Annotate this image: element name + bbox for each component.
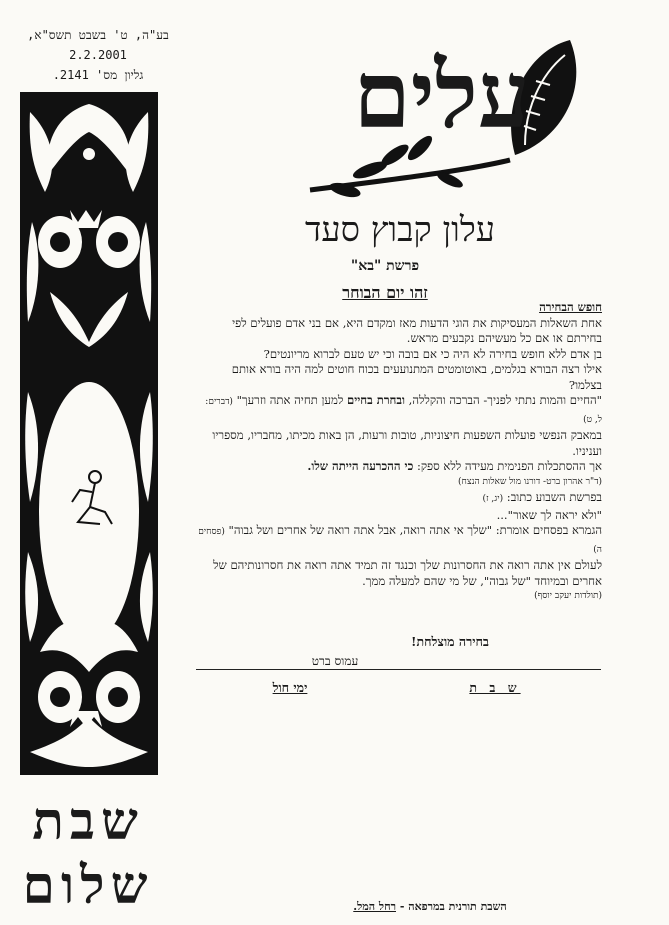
paragraph: "ולא יראה לך שאור"...: [496, 507, 602, 522]
paragraph-text: אך ההסתכלות הפנימית מעידה ללא ספק:: [416, 459, 602, 473]
shabbat-schedule-heading: ש ב ת: [469, 680, 521, 695]
issue-number: גליון מס' 2141.: [52, 68, 144, 82]
footer-text: השבת תורנית במרפאה -: [399, 900, 507, 913]
paragraph: [196, 523, 602, 558]
paragraph: [196, 459, 602, 475]
newsletter-subtitle: עלון קבוץ סעד: [304, 210, 496, 250]
citation: (פסחים ה): [198, 527, 602, 555]
quote-text: "החיים והמות נתתי לפניך- הברכה והקללה,: [408, 393, 602, 407]
shabbat-shalom: [8, 790, 168, 918]
footer-note: [270, 900, 590, 913]
parasha-name: פרשת "בא": [350, 258, 420, 274]
paragraph: בן אדם ללא חופש בחירה לא היה כי אם בובה וכי יש טעם לברוא מריונטים?: [263, 346, 602, 361]
shalom-word: שלום: [22, 855, 154, 916]
sign-off: בחירה מוצלחת!: [411, 634, 489, 649]
citation: (דברים: ל, ט): [205, 397, 602, 425]
footer-name: רחל המל.: [353, 900, 396, 913]
paragraph-emphasis: כי ההכרעה הייתה שלו.: [307, 459, 414, 473]
floral-ornament-icon: [20, 92, 158, 775]
paragraph: אילו רצה הבורא בגלמים, באוטומטים המתנועעים בכוח חוטים למה היה בורא אותם בצלמו?: [231, 362, 602, 392]
paragraph-text: בפרשת השבוע כתוב:: [506, 490, 602, 504]
paragraph: [196, 490, 602, 508]
quote-rest: למען תחיה אתה וזרעך": [236, 393, 344, 407]
article-body: [196, 300, 602, 605]
author-name: עמוס ברט: [311, 654, 359, 668]
quote-emphasis: ובחרת בחיים: [346, 393, 405, 407]
gregorian-date: 2.2.2001: [69, 48, 127, 62]
divider: [196, 669, 601, 670]
paragraph: אחת השאלות המעסיקות את הוגי הדעות מאז ומקדם היא, אם בני אדם פועלים לפי בחירתם או אם כל מעשיהם נקבעים מראש.: [232, 315, 602, 345]
paragraph: [196, 393, 602, 428]
shabbat-word: שבת: [32, 791, 144, 852]
ornamental-border: [20, 92, 158, 775]
article-title: זהו יום הבוחר: [342, 283, 428, 302]
paragraph-text: הגמרא בפסחים אומרת: "שלך אי אתה רואה, אבל אתה רואה של אחרים ושל גבוה": [228, 523, 602, 537]
paragraph: לעולם אין אתה רואה את החסרונות שלך וכנגד זה תמיד אתה רואה את חסרונותיהם של אחרים ובמיוחד "של גבוה", של מי שהם למעלה ממך.: [213, 558, 602, 588]
citation: (תולדות יעקב יוסף): [534, 591, 602, 601]
paragraph: במאבק הנפשי פועלות השפעות חיצוניות, טובות ורעות, הן באות מכיתו, מחבריו, מספריו ועניניו.: [212, 428, 602, 458]
citation: (יג, ז): [482, 494, 504, 504]
weekday-schedule-heading: ימי חול: [272, 680, 308, 695]
citation: (ד"ר אהרון ברט- דורנו מול שאלות הנצח): [458, 476, 602, 487]
section-heading: חופש הבחירה: [539, 300, 602, 314]
logo-wordmark: עלים: [353, 41, 530, 149]
hebrew-date: בע"ה, ט' בשבט תשס"א,: [27, 28, 169, 42]
